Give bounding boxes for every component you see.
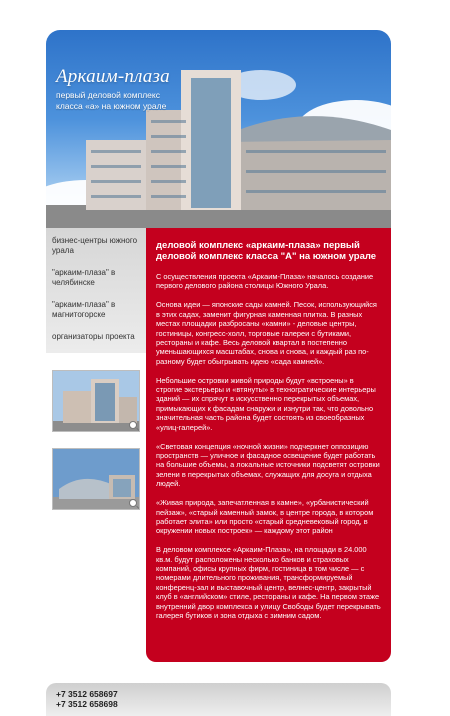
nav-item-business-centers[interactable]: бизнес-центры южного урала xyxy=(52,236,138,255)
brand-subtitle: первый деловой комплекс класса «а» на южном урале xyxy=(56,90,167,111)
zoom-icon[interactable] xyxy=(129,499,137,507)
content-panel xyxy=(146,228,391,662)
nav-item-magnitogorsk[interactable]: "аркаим-плаза" в магнитогорске xyxy=(52,300,116,319)
phone-number: +7 3512 658697 xyxy=(56,689,118,699)
nav-item-chelyabinsk[interactable]: "аркаим-плаза" в челябинске xyxy=(52,268,116,287)
content-paragraph: С осуществления проекта «Аркаим-Плаза» началось создание первого делового района столицы Южного Урала. xyxy=(156,272,374,291)
content-paragraph: «Живая природа, запечатленная в камне», «урбанистический пейзаж», «старый каменный замок, в центре города, в котором работает элита» или просто «старый средневековый город, в окружении новых построек» — каждому этот район xyxy=(156,498,374,536)
brand-block xyxy=(56,66,186,112)
footer xyxy=(46,683,391,716)
thumbnail-photo-2[interactable] xyxy=(52,448,140,510)
content-paragraph: Небольшие островки живой природы будут «встроены» в строгие экстерьеры и «втянуты» в техногратические интерьеры зданий — их спрячут в искусственно перекрытых объемах, примыкающих к фасадам снаружи и изнутри так, что довольно значительная часть района будет состоять из своеобразных «улиц-галерей». xyxy=(156,375,376,432)
building-illustration xyxy=(46,30,391,228)
sidebar-nav xyxy=(46,228,146,352)
content-paragraph: В деловом комплексе «Аркаим-Плаза», на площади в 24.000 кв.м. будут расположены несколько банков и страховых компаний, офисы крупных фирм, гостиница в том числе — с номерами длительного проживания, трансформируемый конференц-зал и выставочный центр, велнес-центр, закрытый клуб в «английском» стиле, рестораны и кафе. На первом этаже внутренний двор комплекса и улицу Свободы будет перекрывать галерея бутиков и зона отдыха с зимним садом. xyxy=(156,545,381,621)
building-photo-icon xyxy=(53,371,140,432)
content-paragraph: Основа идеи — японские сады камней. Песок, использующийся в этих садах, заменит фигурная каменная плитка. В разных местах площадки разбросаны «камни» - деловые центры, гостиницы, конгресс-холл, торговые галереи с бутиками, рестораны и кафе. Весь деловой квартал в постепенно уменьшающихся масштабах, снова и снова, и каждый раз по-разному будет обыгрывать идею «сада камней». xyxy=(156,300,377,366)
hero-banner xyxy=(46,30,391,228)
content-headline: деловой комплекс «аркаим-плаза» первый деловой комплекс класса "А" на южном урале xyxy=(156,240,377,262)
nav-item-organizers[interactable]: организаторы проекта xyxy=(52,332,135,341)
building-photo-icon xyxy=(53,449,140,510)
phone-number: +7 3512 658698 xyxy=(56,699,118,709)
thumbnail-photo-1[interactable] xyxy=(52,370,140,432)
brand-title: Аркаим-плаза xyxy=(56,66,170,87)
zoom-icon[interactable] xyxy=(129,421,137,429)
content-paragraph: «Световая концепция «ночной жизни» подчеркнет оппозицию пространств — уличное и фасадное освещение будет работать на большие объемы, а локальные источники подсветят островки зелени в перекрытых объемах, служащих для досуга и отдыха людей. xyxy=(156,441,380,489)
